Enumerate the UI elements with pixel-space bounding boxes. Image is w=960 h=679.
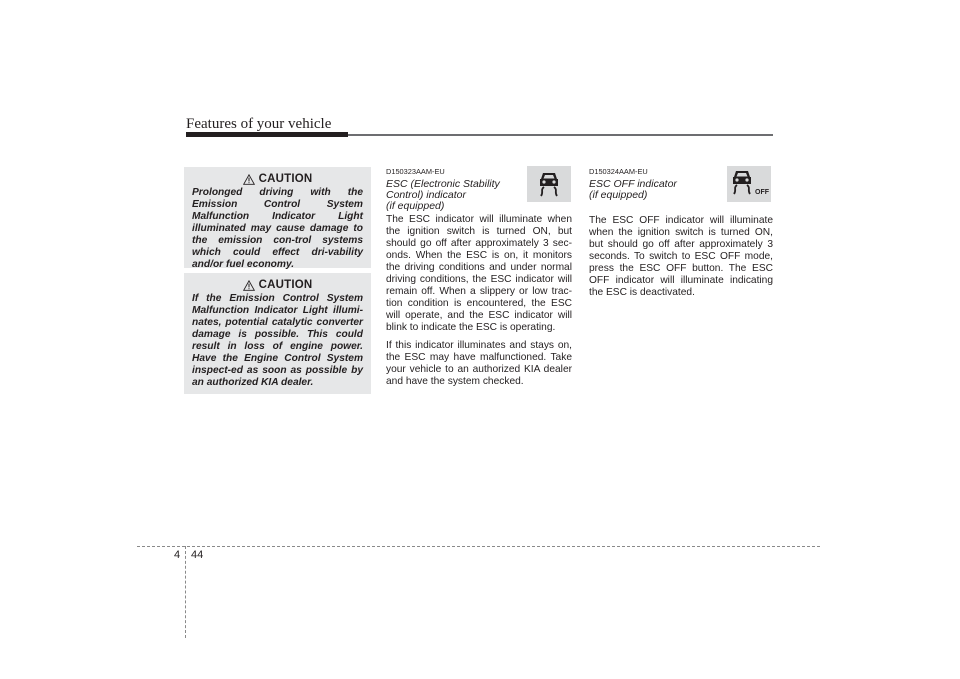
caution-title: CAUTION	[258, 279, 313, 291]
body-paragraph: If this indicator illuminates and stays on, the ESC may have malfunctioned. Take your vehicle to an authorized KIA dealer and have the system checked.	[386, 340, 572, 387]
caution-text: Prolonged driving with the Emission Control System Malfunction Indicator Light illuminated may cause damage to the emission con-trol systems which could effect dri-vability and/or fuel economy.	[192, 187, 363, 270]
esc-off-section	[589, 167, 773, 305]
caution-header	[192, 173, 363, 185]
header-rule-dark	[186, 132, 348, 137]
warning-triangle-icon	[243, 174, 255, 185]
off-label: OFF	[755, 189, 769, 196]
esc-section	[386, 167, 572, 394]
footer-vertical-rule	[185, 546, 186, 638]
page-number: 44	[191, 549, 204, 561]
heading-line: Control) indicator	[386, 189, 466, 201]
caution-box-emission	[184, 167, 371, 268]
section-heading	[589, 179, 773, 201]
caution-title: CAUTION	[258, 173, 313, 185]
warning-triangle-icon	[243, 280, 255, 291]
body-paragraph: The ESC OFF indicator will illuminate when the ignition switch is turned ON, but should go off after approximately 3 seconds. To switch to ESC OFF mode, press the ESC OFF button. The ESC OFF indicator will illuminate indicating the ESC is deactivated.	[589, 215, 773, 298]
caution-text: If the Emission Control System Malfunction Indicator Light illumi-nates, potential catalytic converter damage is possible. This could result in loss of engine power. Have the Engine Control System inspect-ed as soon as possible by an authorized KIA dealer.	[192, 293, 363, 388]
page-header-title: Features of your vehicle	[186, 116, 332, 132]
caution-box-catalytic	[184, 273, 371, 394]
section-code: D150324AAM-EU	[589, 167, 648, 176]
heading-line: ESC (Electronic Stability	[386, 178, 500, 190]
header-rule-light	[348, 134, 773, 136]
heading-line: (if equipped)	[589, 189, 648, 201]
section-heading	[386, 179, 572, 212]
heading-line: ESC OFF indicator	[589, 178, 677, 190]
caution-header	[192, 279, 363, 291]
section-number: 4	[174, 549, 181, 561]
body-paragraph: The ESC indicator will illuminate when the ignition switch is turned ON, but should go off after approximately 3 sec-onds. When the ESC is on, it monitors the driving conditions and under normal driving conditions, the ESC indicator will remain off. When a slippery or low trac-tion condition is encountered, the ESC will operate, and the ESC indicator will blink to indicate the ESC is operating.	[386, 214, 572, 333]
footer-rule	[137, 546, 820, 547]
section-code: D150323AAM-EU	[386, 167, 445, 176]
heading-line: (if equipped)	[386, 200, 445, 212]
